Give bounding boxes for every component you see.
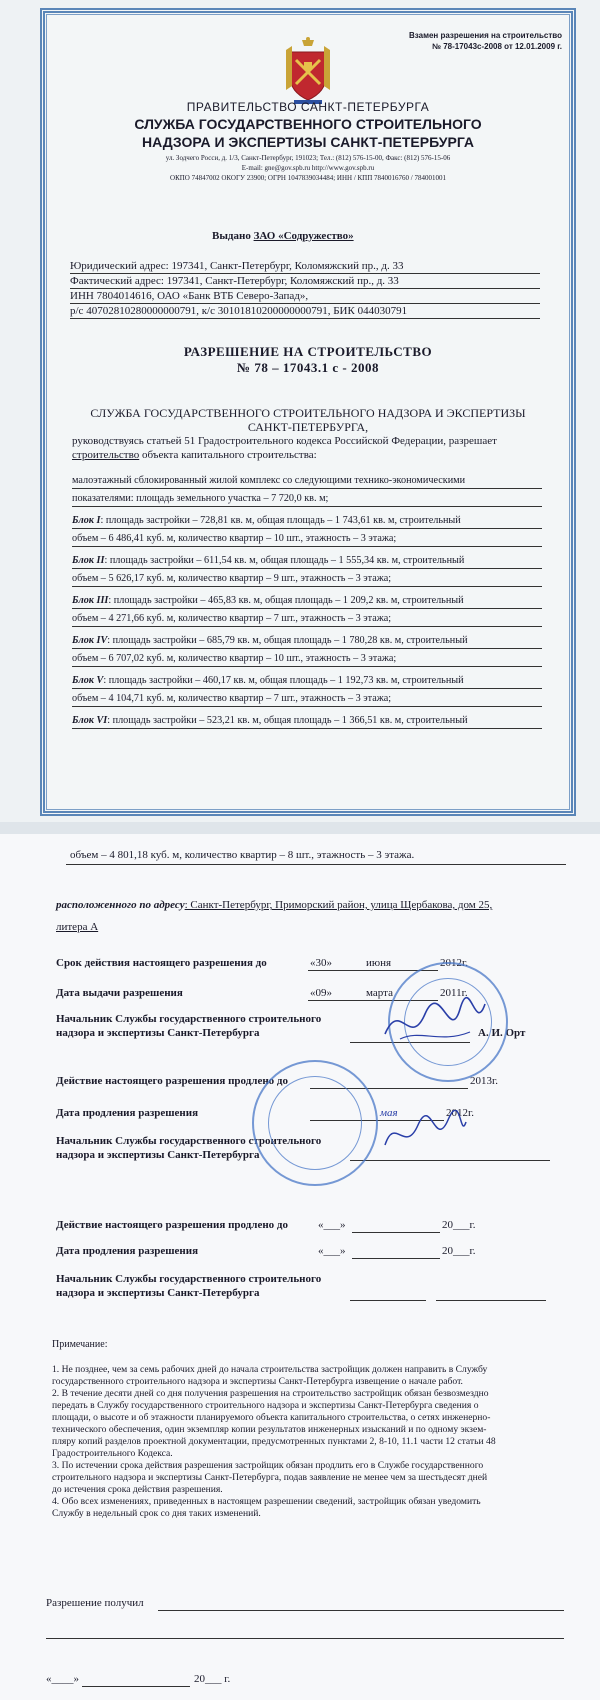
location-address-line2: литера А	[56, 921, 99, 933]
service-codes-line: ОКПО 74847002 ОКОГУ 23900; ОГРН 1047839034484; ИНН / КПП 7840016760 / 784001001	[170, 174, 446, 182]
block-4-line2: объем – 6 707,02 куб. м, количество квартир – 10 шт., этажность – 3 этажа;	[72, 652, 542, 667]
body-text-line1: руководствуясь статьей 51 Градостроительного кодекса Российской Федерации, разрешает	[72, 435, 497, 447]
service-address-line2: E-mail: gne@gov.spb.ru http://www.gov.spb.ru	[241, 164, 375, 172]
extension2-date-label: Дата продления разрешения	[56, 1245, 199, 1257]
block-4-name: Блок IV	[72, 635, 108, 646]
name-line	[436, 1300, 546, 1301]
note-line: 1. Не позднее, чем за семь рабочих дней до начала строительства застройщик должен направить в Службу	[52, 1364, 488, 1375]
issue-date-label: Дата выдачи разрешения	[56, 987, 183, 999]
block-1-text: : площадь застройки – 728,81 кв. м, общая площадь – 1 743,61 кв. м, строительный	[100, 515, 461, 526]
notes-list	[52, 1364, 572, 1520]
head3-title-line1: Начальник Службы государственного строительного	[56, 1273, 322, 1285]
location-label: расположенного по адресу	[56, 899, 185, 911]
signature-line	[350, 1300, 426, 1301]
permit-page-1	[0, 0, 600, 822]
coat-of-arms-icon	[282, 36, 334, 108]
block-5-line2: объем – 4 104,71 куб. м, количество квартир – 7 шт., этажность – 3 этажа;	[72, 692, 542, 707]
note-line: государственного строительного надзора и экспертизы Санкт-Петербурга извещение о начале работ.	[52, 1376, 463, 1387]
body-text-line2	[72, 448, 542, 462]
block-6-name: Блок VI	[72, 715, 108, 726]
block-5-line1	[72, 674, 542, 689]
extension1-date-year: 2012г.	[446, 1107, 475, 1119]
signature-icon	[380, 994, 490, 1054]
signature-line	[350, 1160, 550, 1161]
note-line: строительного надзора и экспертизы Санкт-Петербурга, подав заявление не менее чем за шестьдесят дней	[52, 1472, 488, 1483]
block-2-name: Блок II	[72, 555, 105, 566]
block-3-name: Блок III	[72, 595, 109, 606]
issue-month: марта	[366, 987, 393, 999]
service-title-line2: НАДЗОРА И ЭКСПЕРТИЗЫ САНКТ-ПЕТЕРБУРГА	[141, 134, 475, 150]
notes-title: Примечание:	[52, 1339, 108, 1350]
body-service-line2: САНКТ-ПЕТЕРБУРГА,	[247, 420, 369, 434]
replacement-note	[372, 30, 562, 52]
head-title-line2: надзора и экспертизы Санкт-Петербурга	[56, 1027, 260, 1039]
page-gap	[0, 822, 600, 834]
location-line	[56, 898, 492, 912]
body-text-underlined: строительство	[72, 449, 140, 461]
service-title-line1: СЛУЖБА ГОСУДАРСТВЕННОГО СТРОИТЕЛЬНОГО	[134, 116, 482, 132]
location-address: : Санкт-Петербург, Приморский район, улица Щербакова, дом 25,	[184, 899, 493, 911]
signature-icon	[380, 1110, 470, 1160]
head-title-line1: Начальник Службы государственного строительного	[56, 1013, 322, 1025]
permit-page-2	[0, 834, 600, 1700]
rule	[158, 1610, 564, 1611]
note-line: Службу в недельный срок со дня таких изменений.	[52, 1508, 261, 1519]
received-day: «____»	[46, 1673, 79, 1685]
rule	[66, 864, 566, 865]
block-3-line2: объем – 4 271,66 куб. м, количество квартир – 7 шт., этажность – 3 этажа;	[72, 612, 542, 627]
extension1-year: 2013г.	[470, 1075, 499, 1087]
page-1-content	[52, 18, 564, 808]
extension2-date-year: 20___г.	[442, 1245, 476, 1257]
head2-title-line1: Начальник Службы государственного строительного	[56, 1135, 322, 1147]
issued-to	[212, 230, 354, 242]
issued-company: ЗАО «Содружество»	[253, 230, 354, 242]
permit-number: № 78 – 17043.1 с - 2008	[237, 360, 379, 375]
received-label: Разрешение получил	[46, 1597, 144, 1609]
note-line: 2. В течение десяти дней со дня получения разрешения на строительство застройщик обязан безвозмездно	[52, 1388, 489, 1399]
note-line: площади, о высоте и об этажности планируемого объекта капитального строительства, о сетях инженерно-	[52, 1412, 491, 1423]
block-2-text: : площадь застройки – 611,54 кв. м, общая площадь – 1 555,34 кв. м, строительный	[104, 555, 465, 566]
note-line: до истечения срока действия разрешения.	[52, 1484, 223, 1495]
note-line: передать в Службу государственного строительного надзора и экспертизы Санкт-Петербурга сведения о	[52, 1400, 479, 1411]
body-service-line1: СЛУЖБА ГОСУДАРСТВЕННОГО СТРОИТЕЛЬНОГО НАДЗОРА И ЭКСПЕРТИЗЫ	[90, 406, 526, 420]
rule	[46, 1638, 564, 1639]
block-5-name: Блок V	[72, 675, 104, 686]
extension2-day: «___»	[318, 1219, 346, 1231]
object-description-line2: показателями: площадь земельного участка – 7 720,0 кв. м;	[72, 492, 542, 507]
extension1-label: Действие настоящего разрешения продлено до	[56, 1075, 288, 1087]
issue-day: «09»	[310, 987, 332, 999]
rule	[82, 1686, 190, 1687]
rule	[352, 1258, 440, 1259]
extension1-date-label: Дата продления разрешения	[56, 1107, 199, 1119]
stamp-ring	[268, 1076, 362, 1170]
inn-bank: ИНН 7804014616, ОАО «Банк ВТБ Северо-Запад»,	[70, 290, 540, 304]
block-1-line1	[72, 514, 542, 529]
head2-title-line2: надзора и экспертизы Санкт-Петербурга	[56, 1149, 260, 1161]
service-address-line1: ул. Зодчего Росси, д. 1/3, Санкт-Петербург, 191023; Тел.: (812) 576-15-00, Факс: (812) 576-15-06	[165, 154, 451, 162]
bank-accounts: р/с 40702810280000000791, к/с 30101810200000000791, БИК 044030791	[70, 305, 540, 319]
block-1-name: Блок I	[72, 515, 101, 526]
head-name: А. И. Орт	[478, 1027, 526, 1039]
extension1-month: мая	[380, 1107, 398, 1119]
issue-year: 2011г.	[440, 987, 468, 999]
actual-address: Фактический адрес: 197341, Санкт-Петербург, Коломяжский пр., д. 33	[70, 275, 540, 289]
validity-day: «30»	[310, 957, 332, 969]
validity-month: июня	[366, 957, 392, 969]
note-line: пляру копий разделов проектной документации, предусмотренных пунктами 2, 8-10, 11.1 части 12 статьи 48	[52, 1436, 496, 1447]
extension2-label: Действие настоящего разрешения продлено до	[56, 1219, 288, 1231]
permit-title: РАЗРЕШЕНИЕ НА СТРОИТЕЛЬСТВО	[183, 344, 433, 359]
block-3-line1	[72, 594, 542, 609]
continued-volume-line: объем – 4 801,18 куб. м, количество квартир – 8 шт., этажность – 3 этажа.	[70, 849, 415, 861]
official-stamp-icon	[252, 1060, 378, 1186]
note-line: Градостроительного Кодекса.	[52, 1448, 173, 1459]
block-5-text: : площадь застройки – 460,17 кв. м, общая площадь – 1 192,73 кв. м, строительный	[103, 675, 464, 686]
extension2-date-day: «___»	[318, 1245, 346, 1257]
block-2-line2: объем – 5 626,17 куб. м, количество квартир – 9 шт., этажность – 3 этажа;	[72, 572, 542, 587]
extension2-year: 20___г.	[442, 1219, 476, 1231]
replacement-note-line1: Взамен разрешения на строительство	[408, 31, 562, 40]
rule	[352, 1232, 440, 1233]
legal-address: Юридический адрес: 197341, Санкт-Петербург, Коломяжский пр., д. 33	[70, 260, 540, 274]
note-line: 4. Обо всех изменениях, приведенных в настоящем разрешении сведений, застройщик обязан уведомить	[52, 1496, 481, 1507]
replacement-note-line2: № 78-17043с-2008 от 12.01.2009 г.	[432, 42, 562, 51]
issued-label: Выдано	[212, 230, 251, 242]
validity-year: 2012г.	[440, 957, 469, 969]
block-6-line1	[72, 714, 542, 729]
body-text-rest: объекта капитального строительства:	[139, 449, 317, 461]
block-4-text: : площадь застройки – 685,79 кв. м, общая площадь – 1 780,28 кв. м, строительный	[107, 635, 468, 646]
block-6-text: : площадь застройки – 523,21 кв. м, общая площадь – 1 366,51 кв. м, строительный	[107, 715, 468, 726]
block-3-text: : площадь застройки – 465,83 кв. м, общая площадь – 1 209,2 кв. м, строительный	[108, 595, 464, 606]
government-title: ПРАВИТЕЛЬСТВО САНКТ-ПЕТЕРБУРГА	[186, 100, 430, 114]
block-4-line1	[72, 634, 542, 649]
object-description-line1: малоэтажный сблокированный жилой комплекс со следующими технико-экономическими	[72, 474, 542, 489]
head3-title-line2: надзора и экспертизы Санкт-Петербурга	[56, 1287, 260, 1299]
note-line: 3. По истечении срока действия разрешения застройщик обязан продлить его в Службе государственного	[52, 1460, 484, 1471]
note-line: технического обеспечения, один экземпляр копии результатов инженерных изысканий и по одному экзем-	[52, 1424, 487, 1435]
received-year: 20___ г.	[194, 1673, 231, 1685]
block-2-line1	[72, 554, 542, 569]
validity-label: Срок действия настоящего разрешения до	[56, 957, 267, 969]
block-1-line2: объем – 6 486,41 куб. м, количество квартир – 10 шт., этажность – 3 этажа;	[72, 532, 542, 547]
